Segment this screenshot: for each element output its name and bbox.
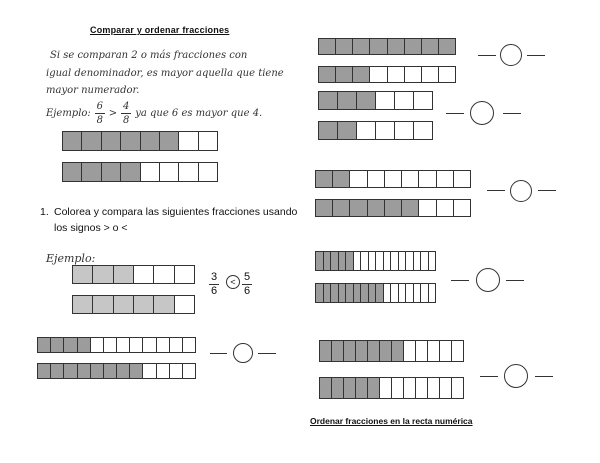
strip-cell-shaded[interactable] <box>402 200 419 216</box>
strip-cell-shaded[interactable] <box>117 364 130 378</box>
rule-symbol: > <box>108 108 118 119</box>
answer-line-r4-1 <box>451 280 469 281</box>
fraction-strip-r4-b[interactable] <box>315 283 436 303</box>
strip-cell-shaded[interactable] <box>121 132 140 150</box>
strip-cell-empty[interactable] <box>368 171 385 187</box>
strip-cell-empty[interactable] <box>183 364 195 378</box>
strip-cell-empty[interactable] <box>428 341 440 361</box>
strip-cell-shaded[interactable] <box>336 39 353 54</box>
strip-cell-shaded[interactable] <box>405 39 422 54</box>
strip-cell-empty[interactable] <box>91 338 104 352</box>
example-fraction-a-num: 3 <box>210 271 218 283</box>
strip-cell-shaded[interactable] <box>316 252 324 270</box>
strip-cell-shaded[interactable] <box>324 252 332 270</box>
strip-cell-shaded[interactable] <box>82 132 101 150</box>
strip-cell-shaded[interactable] <box>102 163 121 181</box>
rule-line-3: mayor numerador. <box>46 85 140 96</box>
answer-line-r2-1 <box>446 113 464 114</box>
strip-cell-shaded[interactable] <box>392 341 404 361</box>
strip-cell-empty[interactable] <box>376 122 395 139</box>
strip-cell-empty[interactable] <box>392 378 404 398</box>
strip-cell-empty[interactable] <box>179 132 198 150</box>
rule-line-2: igual denominador, es mayor aquella que tiene <box>46 68 284 79</box>
example-fraction-b <box>242 271 252 298</box>
instruction-number: 1. <box>40 206 49 218</box>
strip-cell-shaded[interactable] <box>439 39 455 54</box>
strip-cell-shaded[interactable] <box>332 378 344 398</box>
answer-line-r3-1 <box>487 190 505 191</box>
strip-cell-shaded[interactable] <box>114 296 134 313</box>
page-title: Comparar y ordenar fracciones <box>90 25 230 35</box>
instruction-text: Colorea y compara las siguientes fracciones usando los signos > o < <box>54 206 298 234</box>
strip-cell-shaded[interactable] <box>361 284 369 302</box>
rule-fraction-a-num: 6 <box>96 101 103 112</box>
strip-cell-empty[interactable] <box>350 171 367 187</box>
strip-cell-shaded[interactable] <box>354 284 362 302</box>
strip-cell-shaded[interactable] <box>344 341 356 361</box>
strip-cell-shaded[interactable] <box>63 163 82 181</box>
strip-cell-shaded[interactable] <box>356 341 368 361</box>
strip-cell-empty[interactable] <box>419 171 436 187</box>
strip-cell-shaded[interactable] <box>346 252 354 270</box>
fraction-strip-rule-a[interactable] <box>62 131 218 151</box>
strip-cell-empty[interactable] <box>170 364 183 378</box>
strip-cell-empty[interactable] <box>370 67 387 82</box>
strip-cell-empty[interactable] <box>452 341 463 361</box>
strip-cell-shaded[interactable] <box>380 341 392 361</box>
strip-cell-shaded[interactable] <box>368 200 385 216</box>
rule-explanation: ya que 6 es mayor que 4. <box>135 108 263 119</box>
example-fraction-a <box>209 271 219 298</box>
strip-cell-empty[interactable] <box>395 92 414 109</box>
fraction-strip-example-b[interactable] <box>72 295 195 314</box>
strip-cell-empty[interactable] <box>183 338 195 352</box>
strip-cell-empty[interactable] <box>429 284 436 302</box>
fraction-strip-r2-b[interactable] <box>318 121 433 140</box>
strip-cell-shaded[interactable] <box>388 39 405 54</box>
strip-cell-empty[interactable] <box>104 338 117 352</box>
answer-circle-r3[interactable] <box>510 180 532 202</box>
strip-cell-shaded[interactable] <box>134 296 154 313</box>
strip-cell-shaded[interactable] <box>370 39 387 54</box>
answer-line-left-2 <box>258 353 276 354</box>
strip-cell-empty[interactable] <box>404 378 416 398</box>
strip-cell-empty[interactable] <box>437 171 454 187</box>
strip-cell-shaded[interactable] <box>114 266 134 283</box>
strip-cell-shaded[interactable] <box>51 338 64 352</box>
rule-example <box>46 100 262 127</box>
strip-cell-empty[interactable] <box>384 284 392 302</box>
fraction-strip-r1-b[interactable] <box>318 66 456 83</box>
answer-line-r2-2 <box>503 113 521 114</box>
strip-cell-shaded[interactable] <box>319 39 336 54</box>
fraction-strip-r5-b[interactable] <box>319 377 464 399</box>
strip-cell-shaded[interactable] <box>357 92 376 109</box>
strip-cell-shaded[interactable] <box>331 284 339 302</box>
strip-cell-shaded[interactable] <box>64 364 77 378</box>
answer-circle-r4[interactable] <box>476 268 500 292</box>
strip-cell-shaded[interactable] <box>64 338 77 352</box>
strip-cell-shaded[interactable] <box>160 132 179 150</box>
strip-cell-shaded[interactable] <box>121 163 140 181</box>
answer-circle-r5[interactable] <box>504 364 528 388</box>
strip-cell-empty[interactable] <box>179 163 198 181</box>
strip-cell-empty[interactable] <box>416 341 428 361</box>
strip-cell-empty[interactable] <box>380 378 392 398</box>
strip-cell-shaded[interactable] <box>368 341 380 361</box>
strip-cell-shaded[interactable] <box>333 171 350 187</box>
strip-cell-empty[interactable] <box>399 284 407 302</box>
strip-cell-empty[interactable] <box>454 200 470 216</box>
strip-cell-shaded[interactable] <box>319 122 338 139</box>
strip-cell-empty[interactable] <box>395 122 414 139</box>
strip-cell-shaded[interactable] <box>130 364 143 378</box>
strip-cell-shaded[interactable] <box>73 266 93 283</box>
strip-cell-empty[interactable] <box>437 200 454 216</box>
rule-fraction-a <box>95 100 105 127</box>
number-line-title: Ordenar fracciones en la recta numérica <box>310 416 473 426</box>
strip-cell-empty[interactable] <box>388 67 405 82</box>
answer-line-r1-2 <box>527 55 545 56</box>
fraction-strip-r4-a[interactable] <box>315 251 436 271</box>
strip-cell-shaded[interactable] <box>320 341 332 361</box>
strip-cell-empty[interactable] <box>141 163 160 181</box>
fraction-strip-left-a[interactable] <box>37 337 196 353</box>
answer-line-r5-2 <box>535 376 553 377</box>
strip-cell-shaded[interactable] <box>339 284 347 302</box>
strip-cell-shaded[interactable] <box>368 378 380 398</box>
strip-cell-empty[interactable] <box>428 378 440 398</box>
rule-fraction-b <box>121 100 131 127</box>
rule-fraction-b-den: 8 <box>123 115 130 126</box>
strip-cell-empty[interactable] <box>414 284 422 302</box>
strip-cell-empty[interactable] <box>384 252 392 270</box>
answer-line-r3-2 <box>538 190 556 191</box>
strip-cell-empty[interactable] <box>157 364 170 378</box>
strip-cell-shaded[interactable] <box>102 132 121 150</box>
strip-cell-empty[interactable] <box>454 171 470 187</box>
strip-cell-empty[interactable] <box>404 341 416 361</box>
strip-cell-shaded[interactable] <box>332 341 344 361</box>
strip-cell-shaded[interactable] <box>73 296 93 313</box>
strip-cell-shaded[interactable] <box>51 364 64 378</box>
answer-line-r5-1 <box>480 376 498 377</box>
strip-cell-empty[interactable] <box>117 338 130 352</box>
strip-cell-empty[interactable] <box>452 378 463 398</box>
strip-cell-shaded[interactable] <box>82 163 101 181</box>
strip-cell-shaded[interactable] <box>319 92 338 109</box>
strip-cell-shaded[interactable] <box>78 338 91 352</box>
strip-cell-empty[interactable] <box>154 266 174 283</box>
strip-cell-empty[interactable] <box>130 338 143 352</box>
strip-cell-empty[interactable] <box>421 252 429 270</box>
fraction-strip-r5-a[interactable] <box>319 340 464 362</box>
strip-cell-shaded[interactable] <box>78 364 91 378</box>
strip-cell-empty[interactable] <box>419 200 436 216</box>
strip-cell-empty[interactable] <box>406 252 414 270</box>
strip-cell-shaded[interactable] <box>350 200 367 216</box>
strip-cell-shaded[interactable] <box>38 338 51 352</box>
strip-cell-empty[interactable] <box>199 132 217 150</box>
strip-cell-empty[interactable] <box>405 67 422 82</box>
strip-cell-empty[interactable] <box>170 338 183 352</box>
strip-cell-shaded[interactable] <box>422 39 439 54</box>
strip-cell-empty[interactable] <box>402 171 419 187</box>
strip-cell-shaded[interactable] <box>141 132 160 150</box>
strip-cell-empty[interactable] <box>421 284 429 302</box>
strip-cell-empty[interactable] <box>422 67 439 82</box>
strip-cell-empty[interactable] <box>175 296 194 313</box>
strip-cell-shaded[interactable] <box>93 266 113 283</box>
strip-cell-shaded[interactable] <box>376 284 384 302</box>
strip-cell-shaded[interactable] <box>319 67 336 82</box>
strip-cell-shaded[interactable] <box>353 67 370 82</box>
strip-cell-empty[interactable] <box>175 266 194 283</box>
strip-cell-empty[interactable] <box>385 171 402 187</box>
strip-cell-empty[interactable] <box>376 92 395 109</box>
strip-cell-shaded[interactable] <box>369 284 377 302</box>
example-fraction-a-den: 6 <box>210 285 218 297</box>
strip-cell-shaded[interactable] <box>91 364 104 378</box>
rule-fraction-b-num: 4 <box>123 101 130 112</box>
strip-cell-shaded[interactable] <box>154 296 174 313</box>
rule-fraction-a-den: 8 <box>96 115 103 126</box>
strip-cell-empty[interactable] <box>157 338 170 352</box>
strip-cell-shaded[interactable] <box>356 378 368 398</box>
strip-cell-empty[interactable] <box>439 67 455 82</box>
example-fraction-b-den: 6 <box>243 285 251 297</box>
strip-cell-shaded[interactable] <box>104 364 117 378</box>
strip-cell-shaded[interactable] <box>320 378 332 398</box>
strip-cell-shaded[interactable] <box>385 200 402 216</box>
strip-cell-shaded[interactable] <box>344 378 356 398</box>
strip-cell-shaded[interactable] <box>338 122 357 139</box>
fraction-strip-r1-a[interactable] <box>318 38 456 55</box>
answer-circle-left[interactable] <box>233 343 253 363</box>
strip-cell-shaded[interactable] <box>338 92 357 109</box>
strip-cell-shaded[interactable] <box>316 284 324 302</box>
fraction-strip-r3-a[interactable] <box>315 170 471 188</box>
answer-circle-r2[interactable] <box>470 101 494 125</box>
strip-cell-shaded[interactable] <box>316 200 333 216</box>
answer-circle-r1[interactable] <box>500 44 522 66</box>
fraction-strip-left-b[interactable] <box>37 363 196 379</box>
strip-cell-empty[interactable] <box>414 122 432 139</box>
strip-cell-empty[interactable] <box>399 252 407 270</box>
strip-cell-empty[interactable] <box>134 266 154 283</box>
strip-cell-empty[interactable] <box>143 338 156 352</box>
strip-cell-empty[interactable] <box>416 378 428 398</box>
strip-cell-shaded[interactable] <box>346 284 354 302</box>
strip-cell-empty[interactable] <box>354 252 362 270</box>
strip-cell-shaded[interactable] <box>339 252 347 270</box>
strip-cell-empty[interactable] <box>440 378 452 398</box>
strip-cell-shaded[interactable] <box>331 252 339 270</box>
strip-cell-empty[interactable] <box>414 92 432 109</box>
strip-cell-shaded[interactable] <box>324 284 332 302</box>
example-label: Ejemplo: <box>46 252 96 265</box>
answer-line-left-1 <box>210 353 227 354</box>
strip-cell-shaded[interactable] <box>93 296 113 313</box>
strip-cell-empty[interactable] <box>199 163 217 181</box>
fraction-strip-example-a[interactable] <box>72 265 195 284</box>
rule-line-1: Si se comparan 2 o más fracciones con <box>50 50 248 61</box>
strip-cell-shaded[interactable] <box>333 200 350 216</box>
strip-cell-empty[interactable] <box>160 163 179 181</box>
strip-cell-empty[interactable] <box>369 252 377 270</box>
example-fraction-b-num: 5 <box>243 271 251 283</box>
example-comparison-circle: < <box>226 275 240 289</box>
strip-cell-empty[interactable] <box>391 252 399 270</box>
fraction-strip-r2-a[interactable] <box>318 91 433 110</box>
strip-cell-shaded[interactable] <box>353 39 370 54</box>
strip-cell-empty[interactable] <box>406 284 414 302</box>
strip-cell-empty[interactable] <box>414 252 422 270</box>
strip-cell-empty[interactable] <box>361 252 369 270</box>
strip-cell-empty[interactable] <box>429 252 436 270</box>
rule-example-label: Ejemplo: <box>46 108 91 119</box>
strip-cell-shaded[interactable] <box>316 171 333 187</box>
fraction-strip-rule-b[interactable] <box>62 162 218 182</box>
strip-cell-shaded[interactable] <box>38 364 51 378</box>
strip-cell-shaded[interactable] <box>63 132 82 150</box>
strip-cell-empty[interactable] <box>391 284 399 302</box>
fraction-strip-r3-b[interactable] <box>315 199 471 217</box>
strip-cell-empty[interactable] <box>440 341 452 361</box>
answer-line-r1-1 <box>478 55 496 56</box>
strip-cell-shaded[interactable] <box>336 67 353 82</box>
strip-cell-empty[interactable] <box>376 252 384 270</box>
strip-cell-empty[interactable] <box>143 364 156 378</box>
strip-cell-empty[interactable] <box>357 122 376 139</box>
answer-line-r4-2 <box>506 280 524 281</box>
